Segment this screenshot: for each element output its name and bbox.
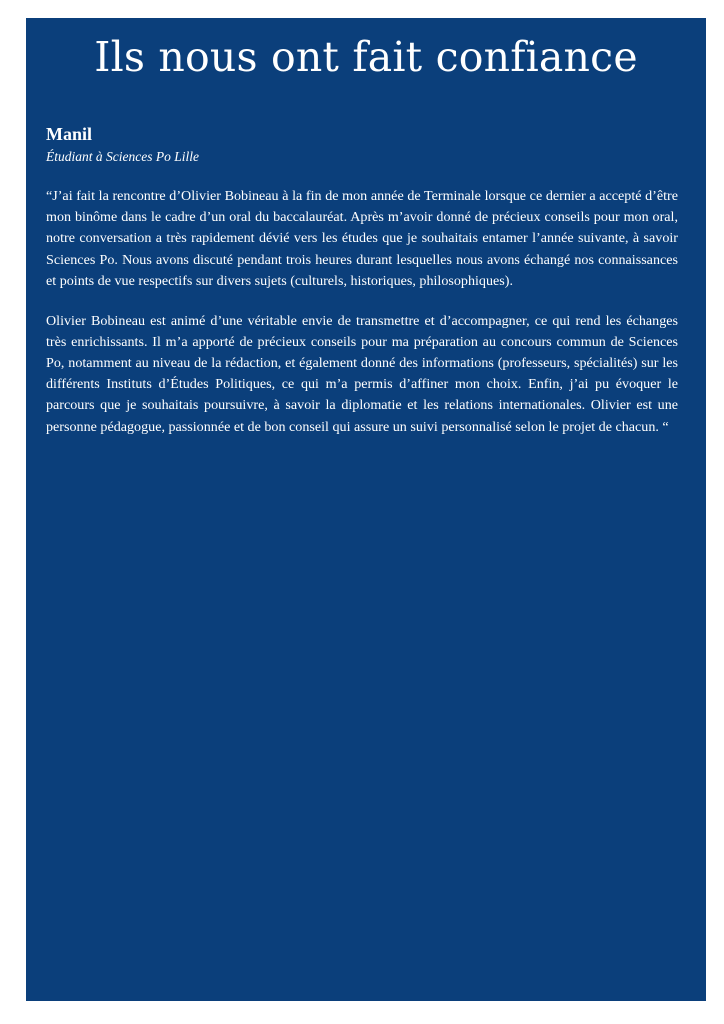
testimonial-panel	[26, 18, 706, 1001]
testimonial-text	[46, 186, 678, 456]
testimonial-paragraph: Olivier Bobineau est animé d’une véritable envie de transmettre et d’accompagner, ce qui rend les échanges très enrichissants. Il m’a apporté de précieux conseils pour ma préparation au concours commun de Sciences Po, notamment au niveau de la rédaction, et également donné des informations (professeurs, spécialités) sur les différents Instituts d’Études Politiques, ce qui m’a permis d’affiner mon choix. Enfin, j’ai pu évoquer le parcours que je souhaitais poursuivre, à savoir la diplomatie et les relations internationales. Olivier est une personne pédagogue, passionnée et de bon conseil qui assure un suivi personnalisé selon le projet de chacun. “	[46, 312, 678, 435]
author-role: Étudiant à Sciences Po Lille	[46, 149, 199, 164]
testimonial-paragraph: “J’ai fait la rencontre d’Olivier Bobineau à la fin de mon année de Terminale lorsque ce dernier a accepté d’être mon binôme dans le cadre d’un oral du baccalauréat. Après m’avoir donné de précieux conseils pour mon oral, notre conversation a très rapidement dévié vers les études que je souhaitais entamer l’année suivante, à savoir Sciences Po. Nous avons discuté pendant trois heures durant lesquelles nous avons échangé nos connaissances et points de vue respectifs sur divers sujets (culturels, historiques, philosophiques).	[46, 188, 678, 289]
page-title: Ils nous ont fait confiance	[94, 33, 638, 81]
author-name: Manil	[46, 124, 93, 144]
